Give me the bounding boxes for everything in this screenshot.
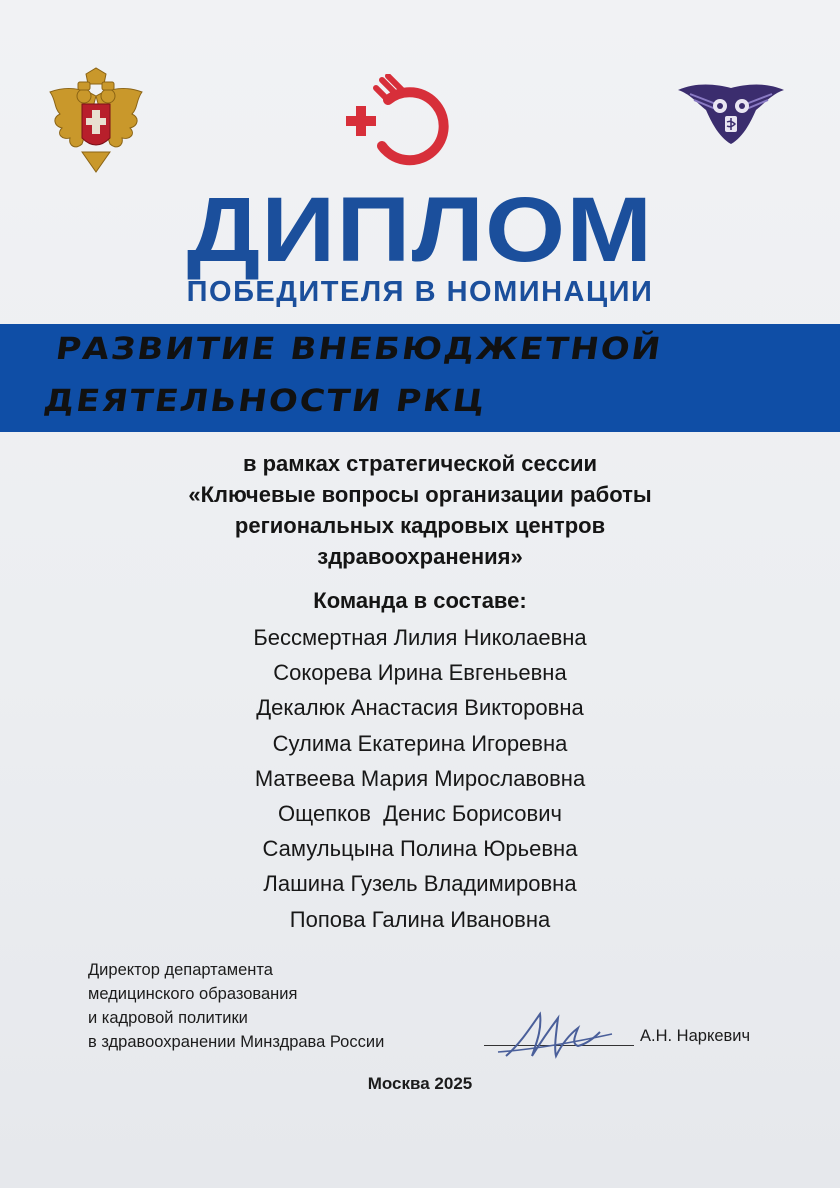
team-member: Сокорева Ирина Евгеньевна	[273, 660, 567, 686]
team-member: Бессмертная Лилия Николаевна	[253, 625, 587, 650]
session-description	[0, 448, 840, 572]
team-member: Лашина Гузель Владимировна	[263, 871, 577, 897]
team-member: Декалюк Анастасия Викторовна	[256, 695, 584, 721]
nomination-handwritten-line-2: ДЕЯТЕЛЬНОСТИ РКЦ	[41, 383, 489, 419]
session-line: в рамках стратегической сессии	[242, 451, 597, 476]
team-member: Попова Галина Ивановна	[289, 906, 551, 932]
diploma-subtitle: ПОБЕДИТЕЛЯ В НОМИНАЦИИ	[186, 276, 654, 308]
medical-cross-arrow-logo	[342, 74, 460, 166]
director-title-line: и кадровой политики	[88, 1009, 248, 1027]
session-line: «Ключевые вопросы организации работы	[188, 482, 652, 507]
city-year: Москва 2025	[367, 1074, 473, 1093]
diploma-title: ДИПЛОМ	[186, 179, 654, 281]
handwritten-signature	[496, 1004, 616, 1064]
session-line: здравоохранения»	[317, 544, 523, 569]
owl-logo	[676, 80, 786, 146]
team-member: Матвеева Мария Мирославовна	[254, 765, 586, 791]
director-title-line: Директор департамента	[88, 961, 273, 979]
director-title-line: в здравоохранении Минздрава России	[88, 1033, 385, 1051]
director-title	[88, 958, 384, 1054]
coat-of-arms-icon	[42, 66, 150, 176]
nomination-handwritten-line-1: РАЗВИТИЕ ВНЕБЮДЖЕТНОЙ	[53, 331, 665, 367]
team-label: Команда в составе:	[313, 588, 527, 613]
signer-name: А.Н. Наркевич	[640, 1027, 751, 1045]
director-title-line: медицинского образования	[88, 985, 298, 1003]
team-member: Ощепков Денис Борисович	[278, 801, 562, 827]
team-member: Самульцына Полина Юрьевна	[262, 836, 578, 862]
session-line: региональных кадровых центров	[234, 513, 606, 538]
team-members-list	[0, 620, 840, 937]
team-member: Сулима Екатерина Игоревна	[272, 730, 568, 756]
